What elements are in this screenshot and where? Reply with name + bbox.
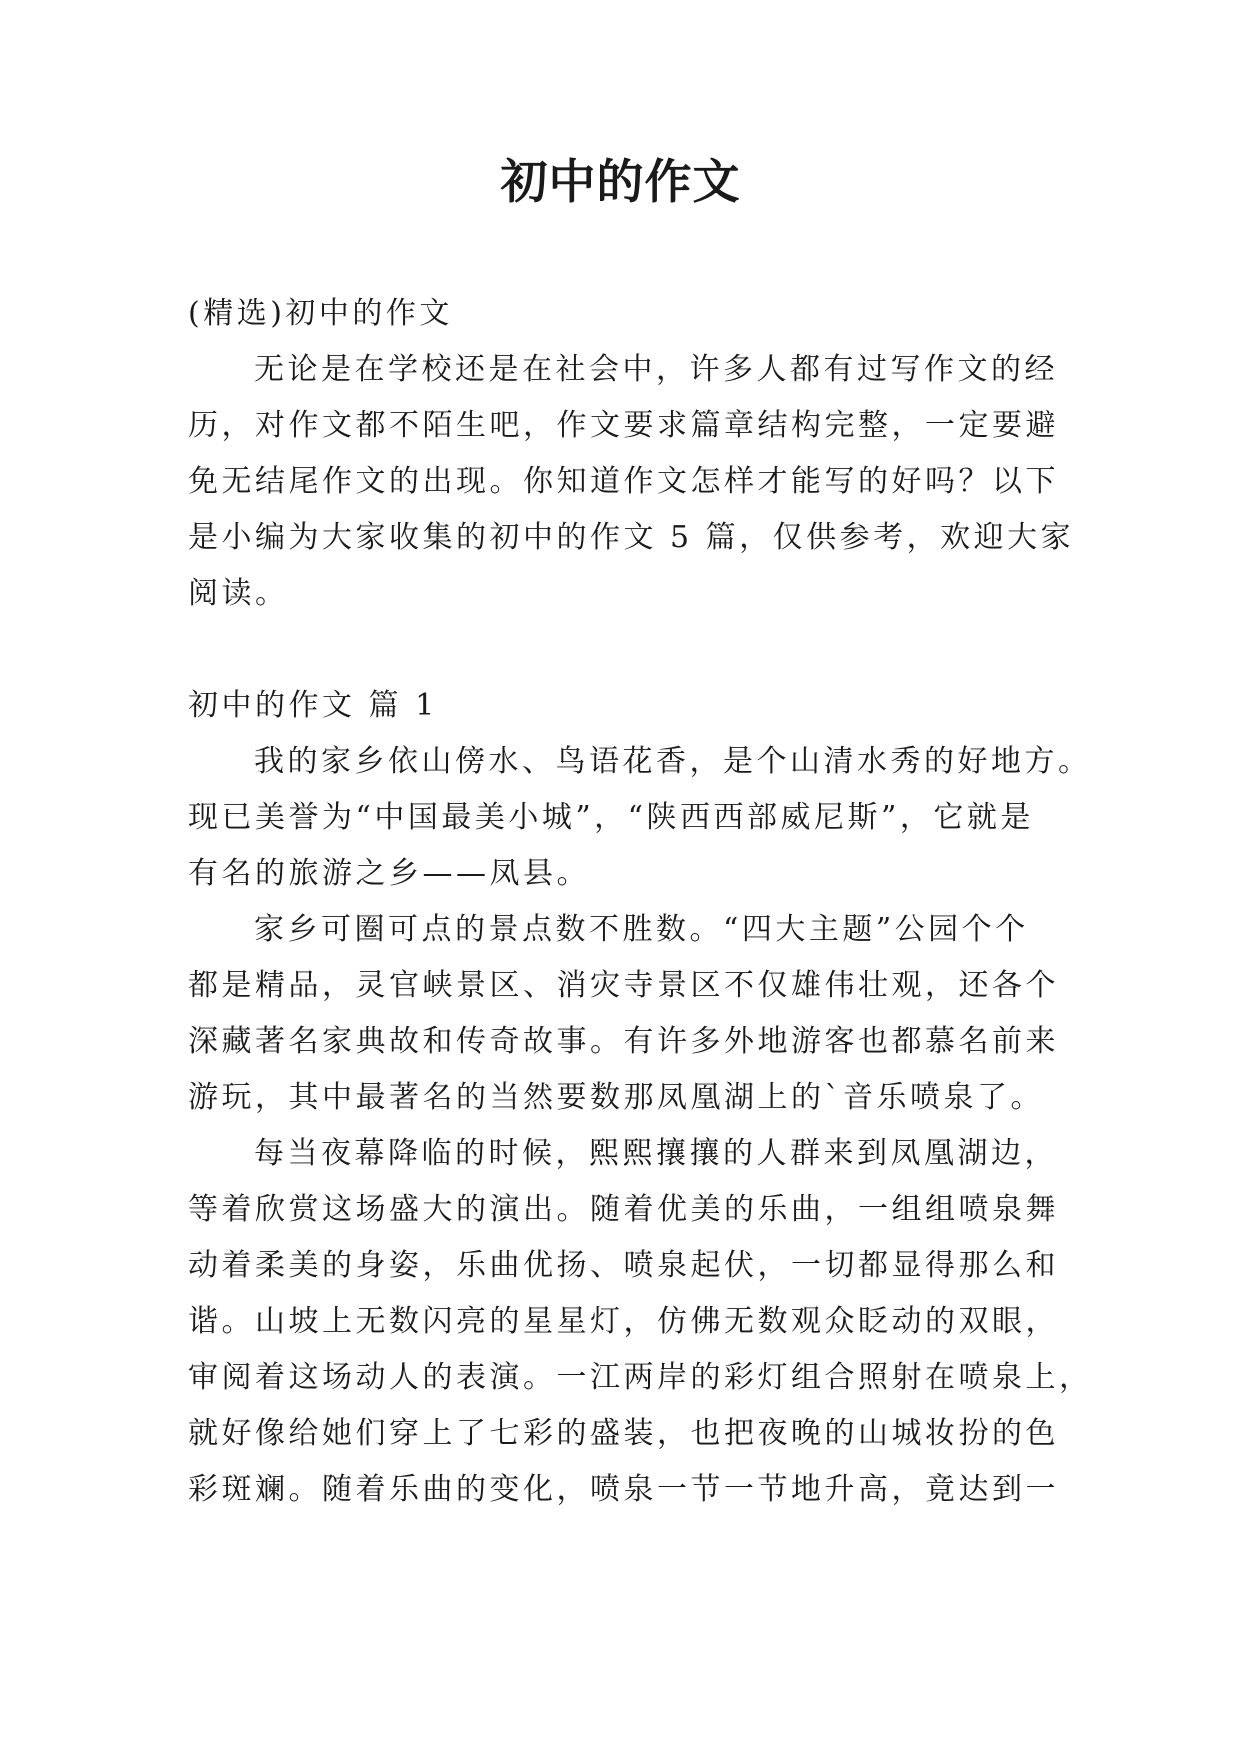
paragraph-line: 家乡可圈可点的景点数不胜数。“四大主题”公园个个 bbox=[254, 912, 1029, 947]
intro-paragraph bbox=[188, 342, 1075, 622]
document-body bbox=[188, 286, 1093, 1518]
paragraph-1 bbox=[188, 734, 1092, 902]
paragraph-line: 都是精品，灵官峡景区、消灾寺景区不仅雄伟壮观，还各个 bbox=[188, 968, 1059, 1003]
intro-line: 阅读。 bbox=[188, 576, 289, 611]
paragraph-3 bbox=[188, 1126, 1093, 1518]
intro-line: 是小编为大家收集的初中的作文 5 篇，仅供参考，欢迎大家 bbox=[188, 520, 1075, 555]
paragraph-2 bbox=[188, 902, 1060, 1126]
paragraph-line: 等着欣赏这场盛大的演出。随着优美的乐曲，一组组喷泉舞 bbox=[188, 1192, 1059, 1227]
paragraph-line: 谐。山坡上无数闪亮的星星灯，仿佛无数观众眨动的双眼， bbox=[188, 1304, 1059, 1339]
paragraph-line: 有名的旅游之乡——凤县。 bbox=[188, 856, 590, 891]
paragraph-line: 审阅着这场动人的表演。一江两岸的彩灯组合照射在喷泉上， bbox=[188, 1360, 1093, 1395]
intro-line: 免无结尾作文的出现。你知道作文怎样才能写的好吗？以下 bbox=[188, 464, 1059, 499]
paragraph-line: 彩斑斓。随着乐曲的变化，喷泉一节一节地升高，竟达到一 bbox=[188, 1472, 1059, 1507]
paragraph-line: 动着柔美的身姿，乐曲优扬、喷泉起伏，一切都显得那么和 bbox=[188, 1248, 1059, 1283]
intro-line: 历，对作文都不陌生吧，作文要求篇章结构完整，一定要避 bbox=[188, 408, 1059, 443]
paragraph-line: 就好像给她们穿上了七彩的盛装，也把夜晚的山城妆扮的色 bbox=[188, 1416, 1059, 1451]
blank-line bbox=[188, 622, 1060, 678]
paragraph-line: 每当夜幕降临的时候，熙熙攘攘的人群来到凤凰湖边， bbox=[254, 1136, 1058, 1171]
paragraph-line: 现已美誉为“中国最美小城”，“陕西西部威尼斯”，它就是 bbox=[188, 800, 1034, 835]
intro-line: 无论是在学校还是在社会中，许多人都有过写作文的经 bbox=[254, 352, 1058, 387]
document-subtitle: (精选)初中的作文 bbox=[188, 296, 453, 331]
paragraph-line: 我的家乡依山傍水、鸟语花香，是个山清水秀的好地方。 bbox=[254, 744, 1092, 779]
section-heading: 初中的作文 篇 1 bbox=[188, 688, 438, 723]
paragraph-line: 游玩，其中最著名的当然要数那凤凰湖上的`音乐喷泉了。 bbox=[188, 1080, 1044, 1115]
paragraph-line: 深藏著名家典故和传奇故事。有许多外地游客也都慕名前来 bbox=[188, 1024, 1059, 1059]
document-title: 初中的作文 bbox=[500, 155, 741, 210]
